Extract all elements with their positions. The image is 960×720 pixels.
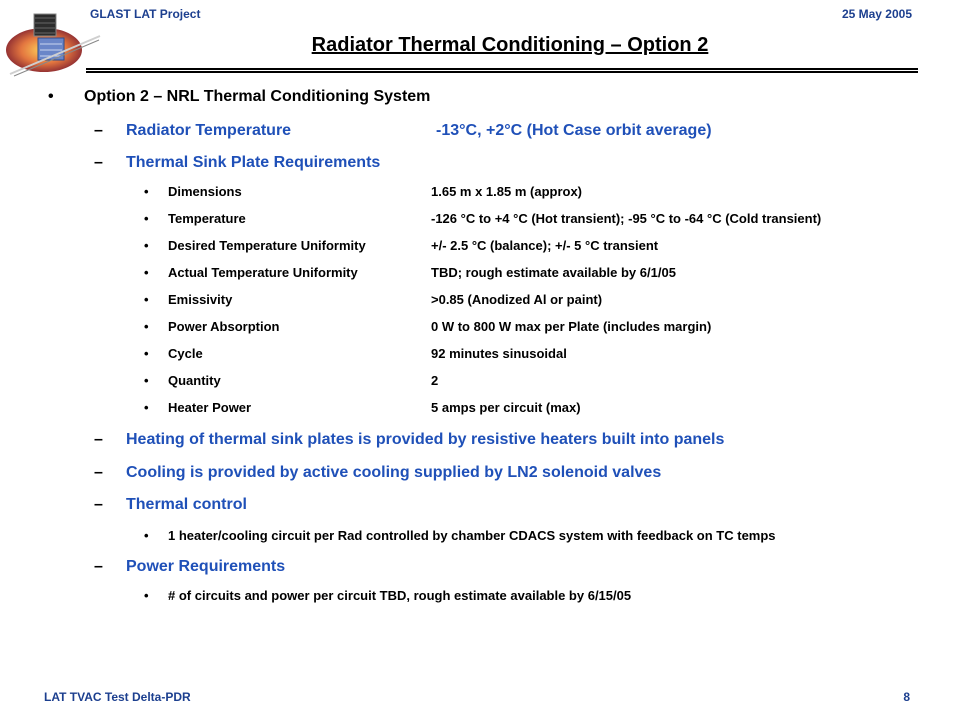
option-heading: • Option 2 – NRL Thermal Conditioning System (84, 88, 430, 106)
power-item: • # of circuits and power per circuit TBD, rough estimate available by 6/15/05 (168, 588, 631, 603)
heating-line: – Heating of thermal sink plates is provided by resistive heaters built into panels (126, 431, 724, 449)
sink-item-value: 0 W to 800 W max per Plate (includes margin) (431, 319, 712, 334)
sink-item-value: TBD; rough estimate available by 6/1/05 (431, 265, 676, 280)
sink-item-value: >0.85 (Anodized Al or paint) (431, 292, 603, 307)
sink-item-label: Actual Temperature Uniformity (168, 265, 358, 280)
sink-item (168, 319, 712, 334)
sink-heading: – Thermal Sink Plate Requirements (126, 154, 380, 172)
radiator-temperature (126, 122, 712, 140)
thermal-control-heading: – Thermal control (126, 496, 247, 514)
sink-item-value: 92 minutes sinusoidal (431, 346, 567, 361)
power-heading: – Power Requirements (126, 558, 285, 576)
sink-item (168, 346, 567, 361)
thermal-control-item: • 1 heater/cooling circuit per Rad controlled by chamber CDACS system with feedback on TC temps (168, 528, 776, 543)
sink-item-label: Quantity (168, 373, 221, 388)
radiator-label: Radiator Temperature (126, 122, 292, 139)
sink-item-value: -126 °C to +4 °C (Hot transient); -95 °C to -64 °C (Cold transient) (431, 211, 822, 226)
sink-item (168, 292, 603, 307)
sink-item (168, 265, 676, 280)
sink-item-label: Emissivity (168, 292, 233, 307)
sink-item (168, 373, 439, 388)
sink-item (168, 238, 659, 253)
sink-item (168, 184, 583, 199)
cooling-line: – Cooling is provided by active cooling supplied by LN2 solenoid valves (126, 464, 661, 482)
footer-label: LAT TVAC Test Delta-PDR (44, 690, 191, 704)
sink-item-label: Power Absorption (168, 319, 280, 334)
sink-item (168, 211, 822, 226)
sink-item-label: Desired Temperature Uniformity (168, 238, 366, 253)
sink-item (168, 400, 581, 415)
radiator-value: -13°C, +2°C (Hot Case orbit average) (436, 122, 712, 139)
sink-item-value: 5 amps per circuit (max) (431, 400, 581, 415)
sink-item-label: Temperature (168, 211, 246, 226)
slide-title: Radiator Thermal Conditioning – Option 2 (311, 34, 709, 56)
sink-item-value: 1.65 m x 1.85 m (approx) (431, 184, 583, 199)
sink-item-label: Heater Power (168, 400, 252, 415)
page-number: 8 (903, 690, 910, 704)
title-divider (86, 68, 918, 73)
sink-item-value: +/- 2.5 °C (balance); +/- 5 °C transient (431, 238, 659, 253)
sink-item-value: 2 (431, 373, 439, 388)
project-name: GLAST LAT Project (90, 7, 201, 21)
sink-item-label: Dimensions (168, 184, 242, 199)
sink-item-label: Cycle (168, 346, 203, 361)
slide-date: 25 May 2005 (841, 7, 912, 21)
